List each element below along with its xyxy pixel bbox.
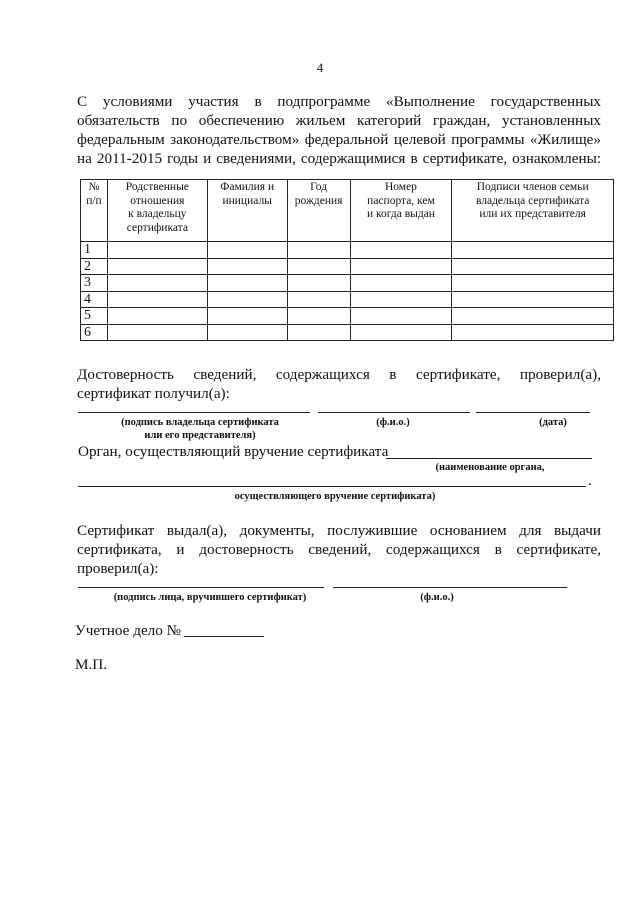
owner-fio-line[interactable] xyxy=(318,412,470,413)
cell-name[interactable] xyxy=(207,258,287,275)
organ-caption-2: осуществляющего вручение сертификата) xyxy=(234,491,436,502)
verification-line: сертификат получил(а): xyxy=(77,385,230,402)
row-number: 4 xyxy=(81,291,108,308)
table-row xyxy=(81,291,614,308)
verification-line: Достоверность сведений, содержащихся в сертификате, проверил(а), xyxy=(77,366,601,383)
cell-signature[interactable] xyxy=(452,308,614,325)
organ-caption-1: (наименование органа, xyxy=(435,462,545,473)
issuer-fio-caption: (ф.и.о.) xyxy=(420,592,454,603)
issued-line: Сертификат выдал(а), документы, послужившие основанием для выдачи xyxy=(77,522,601,539)
cell-passport[interactable] xyxy=(350,258,452,275)
cell-passport[interactable] xyxy=(350,242,452,259)
owner-fio-caption: (ф.и.о.) xyxy=(376,417,410,428)
page-number: 4 xyxy=(316,60,324,75)
date-caption: (дата) xyxy=(539,417,567,428)
table-header-row xyxy=(81,180,614,242)
cell-relation[interactable] xyxy=(107,308,207,325)
row-number: 6 xyxy=(81,324,108,341)
date-line[interactable] xyxy=(476,412,590,413)
issued-line: проверил(а): xyxy=(77,560,159,577)
verification-paragraph xyxy=(77,365,601,403)
issued-paragraph xyxy=(77,521,601,578)
col-name-header: Фамилия и инициалы xyxy=(207,180,287,242)
cell-passport[interactable] xyxy=(350,291,452,308)
cell-name[interactable] xyxy=(207,308,287,325)
cell-birth-year[interactable] xyxy=(287,242,350,259)
cell-relation[interactable] xyxy=(107,258,207,275)
col-relation-header: Родственные отношения к владельцу сертификата xyxy=(107,180,207,242)
cell-birth-year[interactable] xyxy=(287,258,350,275)
col-passport-header: Номер паспорта, кем и когда выдан xyxy=(350,180,452,242)
row-number: 5 xyxy=(81,308,108,325)
cell-birth-year[interactable] xyxy=(287,324,350,341)
cell-relation[interactable] xyxy=(107,275,207,292)
intro-paragraph xyxy=(77,92,601,168)
col-number-header: № п/п xyxy=(81,180,108,242)
issuer-signature-line[interactable] xyxy=(78,587,324,588)
cell-relation[interactable] xyxy=(107,324,207,341)
intro-line: С условиями участия в подпрограмме «Выполнение государственных xyxy=(77,93,601,110)
table-row xyxy=(81,308,614,325)
cell-birth-year[interactable] xyxy=(287,275,350,292)
organ-label: Орган, осуществляющий вручение сертификата xyxy=(78,443,389,460)
cell-name[interactable] xyxy=(207,324,287,341)
stamp-place-label: М.П. xyxy=(75,656,108,673)
record-number-label: Учетное дело № xyxy=(75,622,182,639)
issued-line: сертификата, и достоверность сведений, содержащихся в сертификате, xyxy=(77,541,601,558)
cell-name[interactable] xyxy=(207,291,287,308)
cell-passport[interactable] xyxy=(350,275,452,292)
cell-signature[interactable] xyxy=(452,324,614,341)
family-members-table xyxy=(80,179,614,341)
issuer-signature-caption: (подпись лица, вручившего сертификат) xyxy=(113,592,307,603)
intro-line: федеральным законодательством» федеральной целевой программы «Жилище» xyxy=(77,131,601,148)
cell-signature[interactable] xyxy=(452,258,614,275)
cell-name[interactable] xyxy=(207,242,287,259)
organ-line-dot: . xyxy=(588,472,592,489)
intro-line: на 2011-2015 годы и сведениями, содержащимися в сертификате, ознакомлены: xyxy=(77,150,601,167)
cell-relation[interactable] xyxy=(107,291,207,308)
row-number: 3 xyxy=(81,275,108,292)
cell-signature[interactable] xyxy=(452,275,614,292)
owner-signature-caption: (подпись владельца сертификата или его представителя) xyxy=(121,417,279,441)
table-row xyxy=(81,324,614,341)
intro-line: обязательств по обеспечению жильем категорий граждан, установленных xyxy=(77,112,601,129)
table-row xyxy=(81,258,614,275)
cell-birth-year[interactable] xyxy=(287,291,350,308)
cell-passport[interactable] xyxy=(350,324,452,341)
row-number: 1 xyxy=(81,242,108,259)
col-signature-header: Подписи членов семьи владельца сертификата или их представителя xyxy=(452,180,614,242)
cell-passport[interactable] xyxy=(350,308,452,325)
owner-signature-line[interactable] xyxy=(78,412,310,413)
cell-name[interactable] xyxy=(207,275,287,292)
organ-name-line-2[interactable] xyxy=(78,486,586,487)
issuer-fio-line[interactable] xyxy=(333,587,567,588)
table-row xyxy=(81,275,614,292)
col-birth-year-header: Год рождения xyxy=(287,180,350,242)
cell-birth-year[interactable] xyxy=(287,308,350,325)
cell-signature[interactable] xyxy=(452,291,614,308)
record-number-line[interactable] xyxy=(184,636,264,637)
row-number: 2 xyxy=(81,258,108,275)
cell-signature[interactable] xyxy=(452,242,614,259)
cell-relation[interactable] xyxy=(107,242,207,259)
table-row xyxy=(81,242,614,259)
organ-name-line[interactable] xyxy=(386,458,592,459)
